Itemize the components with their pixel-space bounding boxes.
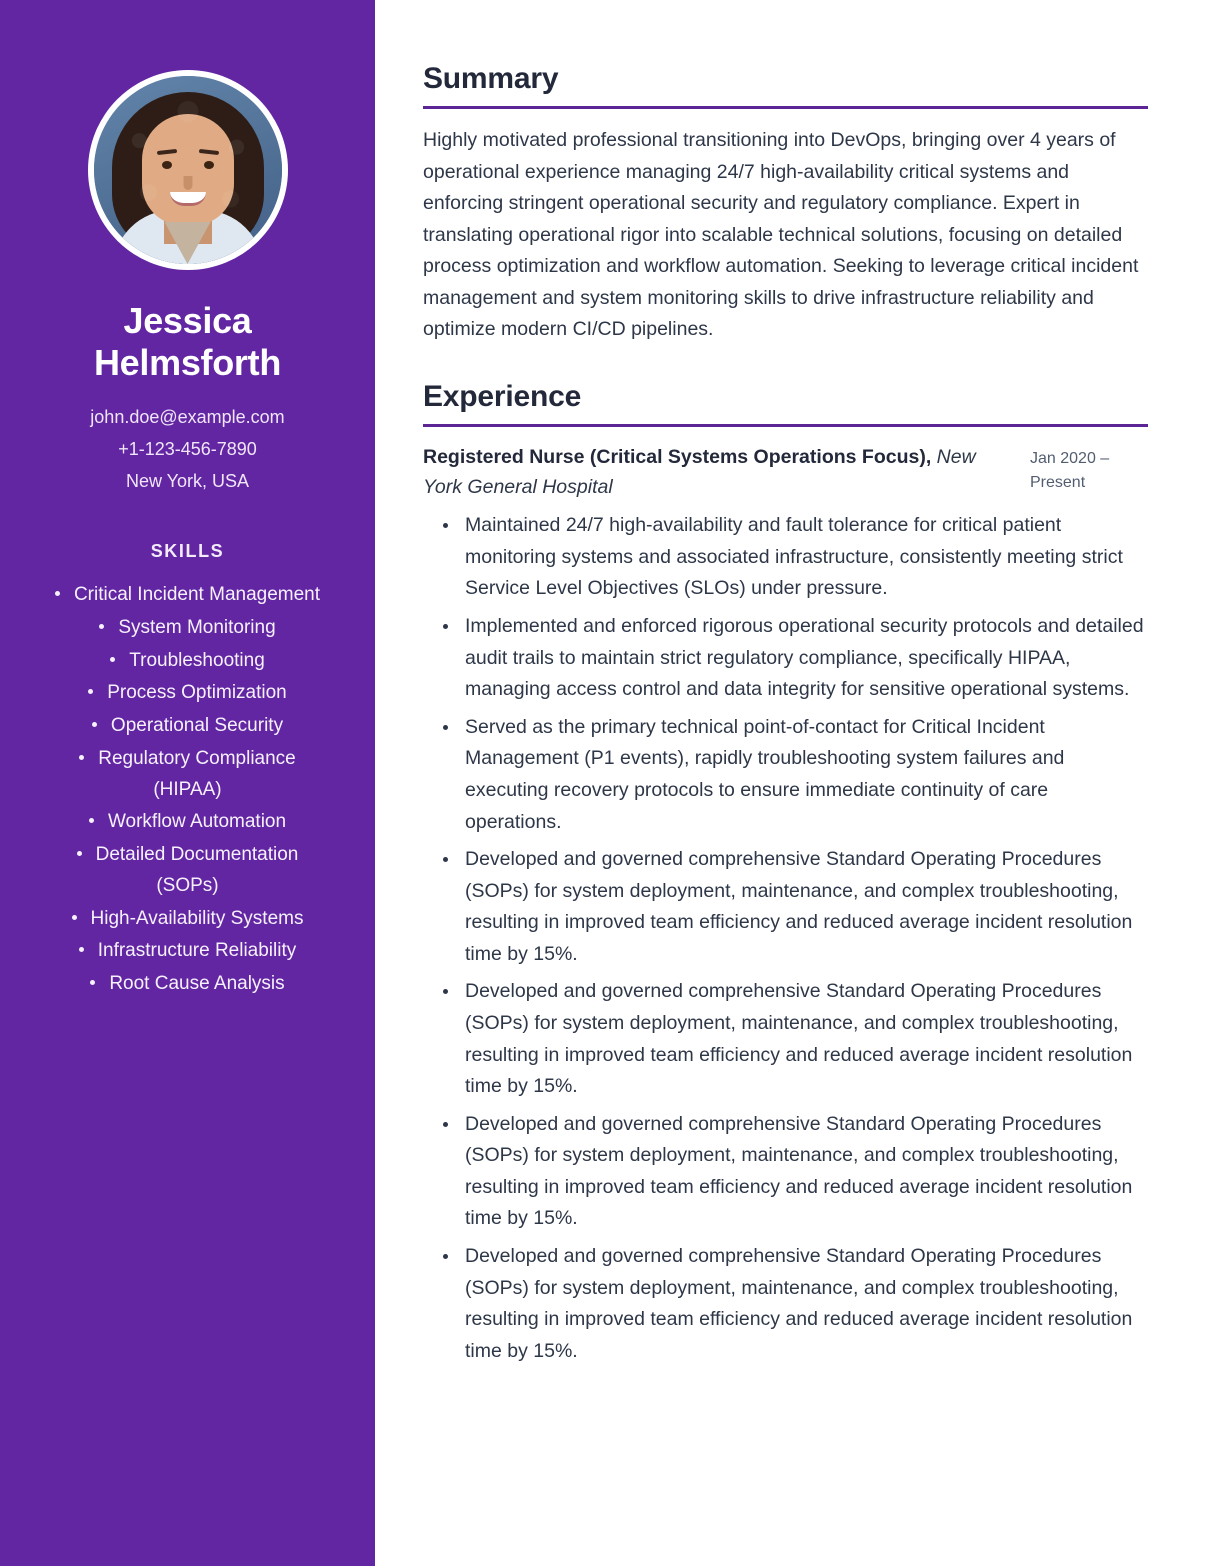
avatar-photo [94,76,282,264]
job-company: New York General Hospital [423,446,976,498]
skill-label: Root Cause Analysis [109,973,285,995]
bullet-icon [77,851,82,856]
skill-label: System Monitoring [118,616,276,638]
job-bullets [423,510,1148,1367]
bullet-icon [89,818,94,823]
experience-divider [423,424,1148,427]
job-bullet: Implemented and enforced rigorous operational security protocols and detailed audit trails to maintain strict regulatory compliance, specifically HIPAA, managing access control and data integrity for sensitive operational systems. [433,611,1148,706]
skill-label: Operational Security [110,715,284,737]
bullet-icon [99,624,104,629]
skill-item [34,904,341,935]
skill-item [34,840,341,902]
summary-heading: Summary [423,62,559,95]
job-bullet: Maintained 24/7 high-availability and fault tolerance for critical patient monitoring systems and associated infrastructure, consistently meeting strict Service Level Objectives (SLOs) under pressure. [433,510,1148,605]
experience-section [423,380,1148,1367]
skill-item [34,678,341,709]
job-bullet: Developed and governed comprehensive Standard Operating Procedures (SOPs) for system deployment, maintenance, and complex troubleshooting, resulting in improved team efficiency and reduced average incident resolution time by 15%. [433,976,1148,1102]
bullet-icon [92,722,97,727]
job-role: Registered Nurse (Critical Systems Operations Focus), [423,446,932,469]
job-bullet: Developed and governed comprehensive Standard Operating Procedures (SOPs) for system deployment, maintenance, and complex troubleshooting, resulting in improved team efficiency and reduced average incident resolution time by 15%. [433,1109,1148,1235]
contact-email: john.doe@example.com [90,406,285,427]
contact-location: New York, USA [125,471,250,491]
skill-item [34,711,341,742]
summary-text: Highly motivated professional transitioning into DevOps, bringing over 4 years of operational experience managing 24/7 high-availability critical systems and enforcing stringent operational security and regulatory compliance. Expert in translating operational rigor into scalable technical solutions, focusing on detailed process optimization and workflow automation. Seeking to leverage critical incident management and system monitoring skills to drive infrastructure reliability and optimize modern CI/CD pipelines. [423,129,1139,341]
skill-label: Infrastructure Reliability [97,940,297,962]
skills-heading: SKILLS [150,541,225,562]
experience-entry [423,443,1148,1367]
summary-section [423,62,1148,346]
skill-label: Detailed Documentation (SOPs) [95,844,299,896]
job-dates: Jan 2020 – Present [1030,450,1110,492]
bullet-icon [72,915,77,920]
bullet-icon [110,657,115,662]
skill-item [34,969,341,1000]
skill-item [34,646,341,677]
avatar [88,70,288,270]
job-bullet: Developed and governed comprehensive Standard Operating Procedures (SOPs) for system deployment, maintenance, and complex troubleshooting, resulting in improved team efficiency and reduced average incident resolution time by 15%. [433,1241,1148,1367]
skill-item [34,580,341,611]
experience-heading: Experience [423,380,582,414]
skill-label: High-Availability Systems [90,907,304,929]
bullet-icon [55,591,60,596]
contact-phone: +1-123-456-7890 [118,438,257,459]
sidebar [0,0,375,1566]
bullet-icon [90,980,95,985]
summary-divider [423,106,1148,109]
skill-item [34,613,341,644]
bullet-icon [79,755,84,760]
skill-label: Workflow Automation [107,811,287,833]
skill-label: Regulatory Compliance (HIPAA) [98,747,296,800]
skill-label: Critical Incident Management [73,584,321,606]
job-bullet: Developed and governed comprehensive Standard Operating Procedures (SOPs) for system deployment, maintenance, and complex troubleshooting, resulting in improved team efficiency and reduced average incident resolution time by 15%. [433,844,1148,970]
job-title [423,443,1012,502]
job-bullet: Served as the primary technical point-of-contact for Critical Incident Management (P1 events), rapidly troubleshooting system failures and executing recovery protocols to ensure immediate continuity of care operations. [433,712,1148,838]
skill-item [34,744,341,806]
skill-label: Process Optimization [107,682,287,704]
skill-item [34,807,341,838]
experience-entry-header [423,443,1148,502]
bullet-icon [88,689,93,694]
skill-label: Troubleshooting [129,649,265,671]
main-content [375,0,1210,1566]
bullet-icon [79,947,84,952]
contact-block [34,401,341,497]
candidate-name: Jessica Helmsforth [93,300,282,384]
skill-item [34,936,341,967]
skills-list [34,580,341,1000]
